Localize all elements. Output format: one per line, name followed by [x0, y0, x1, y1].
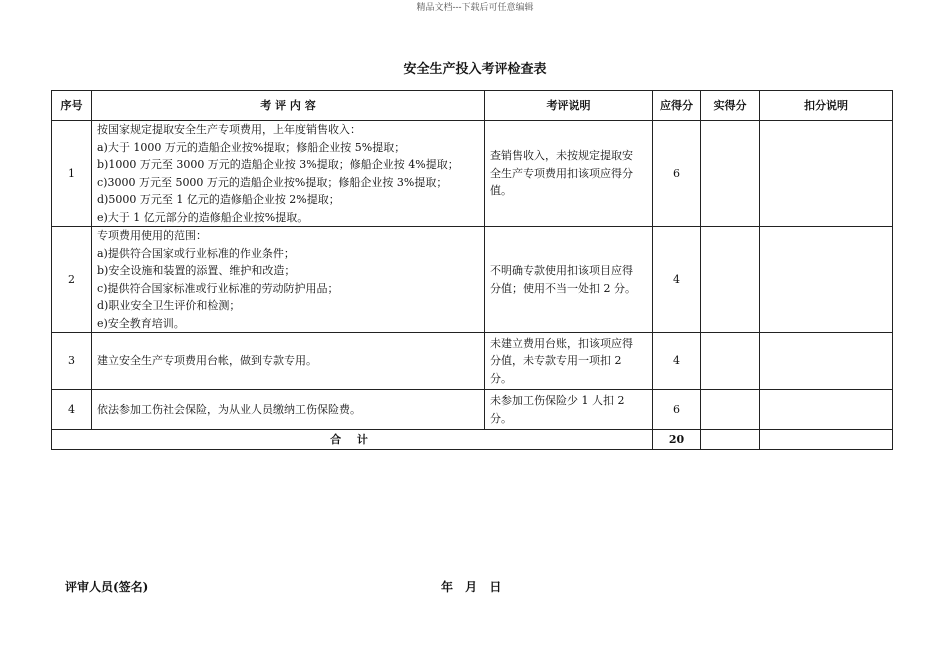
- deduction-note-cell[interactable]: [760, 390, 893, 430]
- content-line: a)提供符合国家或行业标准的作业条件；: [97, 246, 295, 260]
- table-row: [52, 333, 893, 390]
- content-line: a)大于 1000 万元的造船企业按%提取；修船企业按 5%提取；: [97, 140, 406, 154]
- column-header-actual: 实得分: [701, 91, 760, 121]
- table-row: [52, 390, 893, 430]
- content-line: e)安全教育培训。: [97, 316, 185, 330]
- total-label: 合 计: [52, 430, 653, 450]
- desc-line: 值。: [490, 184, 512, 198]
- actual-score-cell[interactable]: [701, 121, 760, 227]
- desc-line: 分。: [490, 411, 512, 425]
- total-deduct-cell[interactable]: [760, 430, 893, 450]
- total-row: [52, 430, 893, 450]
- required-score: 4: [653, 227, 701, 333]
- row-number: 2: [52, 227, 92, 333]
- content-line: b)1000 万元至 3000 万元的造船企业按 3%提取；修船企业按 4%提取；: [97, 158, 459, 171]
- total-actual-cell[interactable]: [701, 430, 760, 450]
- content-line: 依法参加工伤社会保险，为从业人员缴纳工伤保险费。: [97, 402, 361, 416]
- column-header-no: 序号: [52, 91, 92, 121]
- column-header-deduct: 扣分说明: [760, 91, 893, 121]
- deduction-note-cell[interactable]: [760, 121, 893, 227]
- date-label: 年 月 日: [441, 580, 502, 594]
- desc-line: 分值，未专款专用一项扣 2: [490, 354, 622, 368]
- desc-line: 分值；使用不当一处扣 2 分。: [490, 281, 636, 295]
- desc-line: 查销售收入，未按规定提取安: [490, 149, 633, 163]
- total-score: 20: [653, 430, 701, 450]
- evaluation-description: [485, 227, 653, 333]
- desc-line: 全生产专项费用扣该项应得分: [490, 166, 633, 180]
- desc-line: 未建立费用台账，扣该项应得: [490, 336, 633, 350]
- header-note: 精品文档---下载后可任意编辑: [416, 3, 534, 13]
- reviewer-signature-label: 评审人员(签名): [65, 580, 149, 594]
- desc-line: 不明确专款使用扣该项目应得: [490, 264, 633, 277]
- content-line: 按国家规定提取安全生产专项费用，上年度销售收入：: [97, 123, 361, 136]
- actual-score-cell[interactable]: [701, 390, 760, 430]
- column-header-desc: 考评说明: [485, 91, 653, 121]
- content-line: e)大于 1 亿元部分的造修船企业按%提取。: [97, 210, 309, 224]
- deduction-note-cell[interactable]: [760, 227, 893, 333]
- desc-line: 未参加工伤保险少 1 人扣 2: [490, 394, 625, 407]
- evaluation-description: [485, 390, 653, 430]
- evaluation-description: [485, 121, 653, 227]
- table-header-row: [52, 91, 893, 121]
- row-number: 3: [52, 333, 92, 390]
- column-header-content: 考 评 内 容: [92, 91, 485, 121]
- evaluation-content: [92, 227, 485, 333]
- required-score: 6: [653, 121, 701, 227]
- column-header-score: 应得分: [653, 91, 701, 121]
- table-row: [52, 227, 893, 333]
- evaluation-content: [92, 390, 485, 430]
- required-score: 6: [653, 390, 701, 430]
- deduction-note-cell[interactable]: [760, 333, 893, 390]
- evaluation-content: [92, 333, 485, 390]
- content-line: 专项费用使用的范围：: [97, 229, 207, 242]
- actual-score-cell[interactable]: [701, 333, 760, 390]
- content-line: 建立安全生产专项费用台帐，做到专款专用。: [97, 354, 317, 368]
- required-score: 4: [653, 333, 701, 390]
- row-number: 1: [52, 121, 92, 227]
- desc-line: 分。: [490, 371, 512, 385]
- content-line: c)提供符合国家标准或行业标准的劳动防护用品；: [97, 281, 339, 295]
- content-line: c)3000 万元至 5000 万元的造船企业按%提取；修船企业按 3%提取；: [97, 175, 448, 189]
- evaluation-content: [92, 121, 485, 227]
- content-line: b)安全设施和装置的添置、维护和改造；: [97, 264, 296, 277]
- table-row: [52, 121, 893, 227]
- content-line: d)5000 万元至 1 亿元的造修船企业按 2%提取；: [97, 193, 340, 206]
- inspection-table: [51, 90, 893, 450]
- document-title: 安全生产投入考评检查表: [403, 62, 547, 77]
- evaluation-description: [485, 333, 653, 390]
- actual-score-cell[interactable]: [701, 227, 760, 333]
- content-line: d)职业安全卫生评价和检测；: [97, 299, 241, 312]
- row-number: 4: [52, 390, 92, 430]
